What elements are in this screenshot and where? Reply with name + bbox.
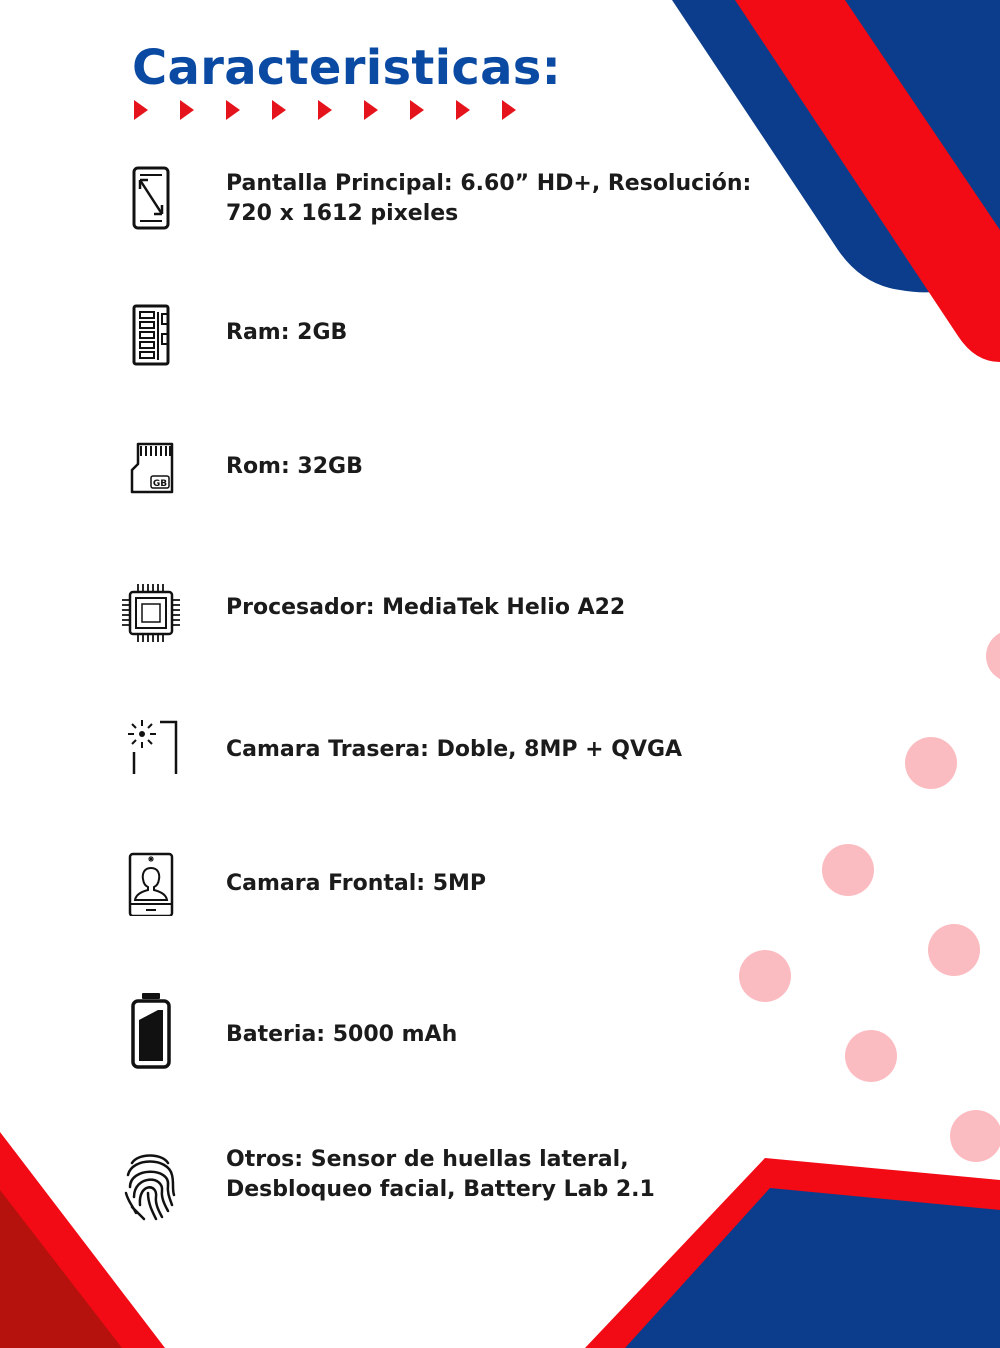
rear-camera-icon	[118, 714, 182, 778]
sd-card-label: GB	[152, 479, 168, 489]
page-title: Caracteristicas:	[132, 40, 562, 96]
battery-icon	[118, 990, 182, 1070]
pink-dot	[928, 924, 980, 976]
spec-text-line: Pantalla Principal: 6.60” HD+, Resolución:	[226, 171, 752, 196]
processor-chip-icon	[118, 580, 182, 644]
pink-dot	[822, 844, 874, 896]
spec-text	[226, 735, 682, 765]
play-arrow-icon	[502, 100, 516, 120]
play-arrow-icon	[226, 100, 240, 120]
spec-text	[226, 869, 486, 899]
front-camera-icon	[118, 852, 182, 916]
spec-text-line: Camara Trasera: Doble, 8MP + QVGA	[226, 737, 683, 762]
ram-module-icon	[118, 304, 182, 368]
play-arrow-icon	[410, 100, 424, 120]
spec-text-line: Bateria: 5000 mAh	[226, 1022, 458, 1047]
spec-text-line: 720 x 1612 pixeles	[226, 201, 459, 226]
play-arrow-icon	[456, 100, 470, 120]
pink-dot	[845, 1030, 897, 1082]
sd-card-icon	[118, 440, 182, 504]
spec-text-line: Procesador: MediaTek Helio A22	[226, 595, 626, 620]
play-arrow-icon	[180, 100, 194, 120]
pink-dot	[905, 737, 957, 789]
play-arrow-icon	[272, 100, 286, 120]
pink-dot	[739, 950, 791, 1002]
spec-text	[226, 1020, 457, 1050]
pink-dot	[986, 630, 1000, 682]
play-arrow-icon	[318, 100, 332, 120]
play-arrow-icon	[134, 100, 148, 120]
title-arrow-row	[132, 100, 522, 120]
spec-text-line: Desbloqueo facial, Battery Lab 2.1	[226, 1177, 655, 1202]
spec-text-line: Ram: 2GB	[226, 320, 348, 345]
fingerprint-icon	[118, 1145, 182, 1225]
pink-dot	[950, 1110, 1000, 1162]
screen-resize-icon	[118, 166, 182, 230]
spec-text	[226, 1145, 655, 1205]
spec-text	[226, 593, 625, 623]
spec-text	[226, 452, 363, 482]
spec-text-line: Otros: Sensor de huellas lateral,	[226, 1147, 629, 1172]
spec-text-line: Camara Frontal: 5MP	[226, 871, 487, 896]
play-arrow-icon	[364, 100, 378, 120]
spec-text	[226, 318, 347, 348]
spec-text-line: Rom: 32GB	[226, 454, 363, 479]
spec-text	[226, 169, 751, 229]
